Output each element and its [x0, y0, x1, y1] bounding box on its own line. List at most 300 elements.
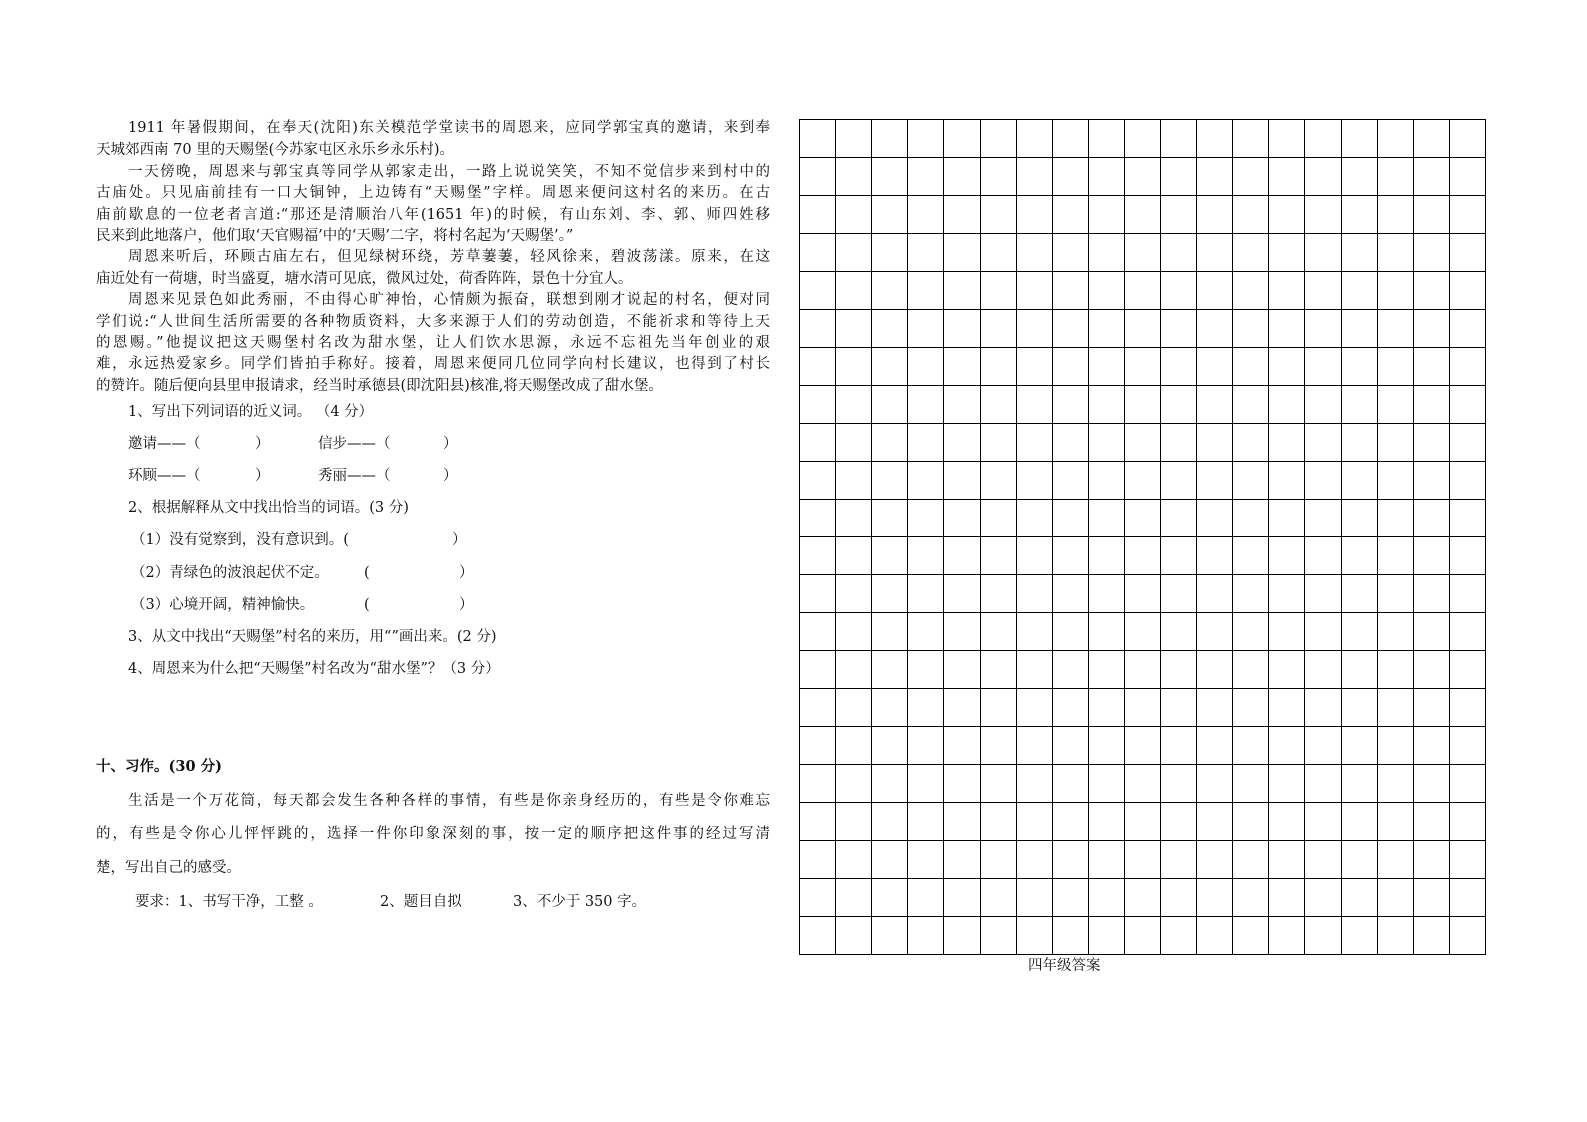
- grid-cell: [908, 537, 944, 575]
- grid-cell: [1233, 879, 1269, 917]
- grid-cell: [1089, 234, 1125, 272]
- grid-cell: [1378, 500, 1414, 538]
- grid-cell: [1233, 310, 1269, 348]
- grid-cell: [1197, 537, 1233, 575]
- grid-cell: [1197, 386, 1233, 424]
- grid-cell: [1053, 272, 1089, 310]
- grid-cell: [981, 424, 1017, 462]
- grid-cell: [1017, 537, 1053, 575]
- grid-cell: [1053, 613, 1089, 651]
- grid-cell: [981, 386, 1017, 424]
- grid-cell: [1161, 196, 1197, 234]
- grid-cell: [1053, 917, 1089, 955]
- grid-cell: [1305, 689, 1341, 727]
- grid-cell: [1017, 689, 1053, 727]
- grid-cell: [1053, 537, 1089, 575]
- grid-cell: [981, 917, 1017, 955]
- grid-cell: [836, 120, 872, 158]
- grid-cell: [1125, 765, 1161, 803]
- grid-cell: [1414, 424, 1450, 462]
- grid-cell: [1053, 879, 1089, 917]
- grid-cell: [1089, 841, 1125, 879]
- grid-cell: [1233, 803, 1269, 841]
- grid-cell: [908, 727, 944, 765]
- grid-cell: [1233, 348, 1269, 386]
- grid-cell: [1269, 727, 1305, 765]
- grid-cell: [1017, 613, 1053, 651]
- grid-cell: [1053, 348, 1089, 386]
- passage-line: 学们说:“人世间生活所需要的各种物质资料，大多来源于人们的劳动创造，不能祈求和等待上天: [96, 314, 770, 330]
- grid-cell: [1089, 917, 1125, 955]
- grid-cell: [1378, 310, 1414, 348]
- grid-cell: [1305, 727, 1341, 765]
- grid-cell: [1269, 196, 1305, 234]
- grid-cell: [908, 234, 944, 272]
- grid-cell: [800, 841, 836, 879]
- definition-item: （1）没有觉察到，没有意识到。(: [131, 532, 349, 548]
- grid-cell: [872, 689, 908, 727]
- grid-cell: [1017, 196, 1053, 234]
- grid-cell: [1161, 348, 1197, 386]
- grid-cell: [981, 310, 1017, 348]
- grid-cell: [1089, 158, 1125, 196]
- grid-cell: [944, 879, 980, 917]
- grid-cell: [1125, 803, 1161, 841]
- grid-cell: [1233, 727, 1269, 765]
- grid-cell: [1269, 803, 1305, 841]
- grid-cell: [1414, 386, 1450, 424]
- grid-cell: [836, 765, 872, 803]
- grid-cell: [1342, 727, 1378, 765]
- grid-cell: [1269, 651, 1305, 689]
- grid-cell: [1450, 196, 1486, 234]
- grid-cell: [908, 120, 944, 158]
- grid-cell: [1269, 500, 1305, 538]
- grid-cell: [1053, 424, 1089, 462]
- grid-cell: [872, 272, 908, 310]
- grid-cell: [981, 765, 1017, 803]
- grid-cell: [944, 424, 980, 462]
- grid-cell: [1197, 689, 1233, 727]
- grid-cell: [981, 803, 1017, 841]
- grid-cell: [800, 727, 836, 765]
- grid-cell: [800, 196, 836, 234]
- grid-cell: [872, 879, 908, 917]
- writing-grid: [799, 119, 1486, 955]
- passage-line: 一天傍晚，周恩来与郭宝真等同学从郭家走出，一路上说说笑笑，不知不觉信步来到村中的: [128, 164, 770, 180]
- passage-line: 周恩来见景色如此秀丽，不由得心旷神怡，心情颇为振奋，联想到刚才说起的村名，便对同: [128, 292, 770, 308]
- close-paren: ）: [443, 436, 458, 452]
- grid-cell: [1233, 689, 1269, 727]
- grid-cell: [1269, 424, 1305, 462]
- grid-cell: [1414, 310, 1450, 348]
- grid-cell: [1125, 727, 1161, 765]
- grid-cell: [800, 120, 836, 158]
- close-paren: ）: [459, 597, 474, 613]
- grid-cell: [1161, 689, 1197, 727]
- synonym-item: 信步——（: [318, 436, 391, 452]
- grid-cell: [1125, 841, 1161, 879]
- grid-cell: [1089, 196, 1125, 234]
- grid-cell: [1197, 841, 1233, 879]
- grid-cell: [1450, 651, 1486, 689]
- grid-cell: [1269, 234, 1305, 272]
- synonym-item: 邀请——（: [128, 436, 201, 452]
- grid-cell: [1414, 158, 1450, 196]
- grid-cell: [1305, 272, 1341, 310]
- grid-cell: [1161, 765, 1197, 803]
- grid-cell: [836, 234, 872, 272]
- grid-cell: [1089, 613, 1125, 651]
- grid-cell: [1017, 917, 1053, 955]
- grid-cell: [836, 348, 872, 386]
- grid-cell: [908, 500, 944, 538]
- grid-cell: [944, 272, 980, 310]
- grid-cell: [1342, 613, 1378, 651]
- open-paren: (: [364, 597, 370, 613]
- grid-cell: [1089, 689, 1125, 727]
- grid-cell: [1053, 727, 1089, 765]
- grid-cell: [1161, 879, 1197, 917]
- passage-line: 庙前歇息的一位老者言道:“那还是清顺治八年(1651 年)的时候，有山东刘、李、郭、师四姓移: [96, 207, 770, 223]
- grid-cell: [944, 120, 980, 158]
- grid-cell: [872, 651, 908, 689]
- grid-cell: [1089, 500, 1125, 538]
- grid-cell: [1342, 158, 1378, 196]
- grid-cell: [944, 158, 980, 196]
- grid-cell: [800, 500, 836, 538]
- grid-cell: [1017, 803, 1053, 841]
- grid-cell: [1089, 348, 1125, 386]
- grid-cell: [1305, 575, 1341, 613]
- grid-cell: [800, 234, 836, 272]
- grid-cell: [836, 879, 872, 917]
- grid-cell: [1414, 575, 1450, 613]
- grid-cell: [1053, 120, 1089, 158]
- grid-cell: [944, 841, 980, 879]
- grid-cell: [1378, 537, 1414, 575]
- grid-cell: [1342, 651, 1378, 689]
- grid-cell: [1305, 234, 1341, 272]
- grid-cell: [1017, 424, 1053, 462]
- footer-label: 四年级答案: [1028, 958, 1101, 974]
- grid-cell: [1053, 500, 1089, 538]
- grid-cell: [1017, 879, 1053, 917]
- grid-cell: [1305, 120, 1341, 158]
- grid-cell: [1414, 120, 1450, 158]
- definition-item: （3）心境开阔，精神愉快。: [131, 597, 315, 613]
- grid-cell: [1450, 575, 1486, 613]
- grid-cell: [981, 272, 1017, 310]
- grid-cell: [800, 386, 836, 424]
- grid-cell: [981, 879, 1017, 917]
- grid-cell: [1197, 272, 1233, 310]
- grid-cell: [1450, 120, 1486, 158]
- grid-cell: [1089, 537, 1125, 575]
- grid-cell: [800, 879, 836, 917]
- grid-cell: [1053, 158, 1089, 196]
- grid-cell: [1125, 462, 1161, 500]
- grid-cell: [1342, 765, 1378, 803]
- grid-cell: [1342, 879, 1378, 917]
- close-paren: ）: [443, 468, 458, 484]
- grid-cell: [981, 651, 1017, 689]
- grid-cell: [1342, 310, 1378, 348]
- grid-cell: [1233, 765, 1269, 803]
- prompt-line: 的，有些是令你心儿怦怦跳的，选择一件你印象深刻的事，按一定的顺序把这件事的经过写清: [96, 826, 770, 842]
- grid-cell: [836, 689, 872, 727]
- grid-cell: [1197, 765, 1233, 803]
- grid-cell: [1378, 879, 1414, 917]
- close-paren: ）: [255, 436, 270, 452]
- grid-cell: [1378, 424, 1414, 462]
- prompt-line: 楚，写出自己的感受。: [96, 860, 241, 876]
- grid-cell: [1269, 917, 1305, 955]
- grid-cell: [1233, 500, 1269, 538]
- grid-cell: [872, 500, 908, 538]
- grid-cell: [872, 424, 908, 462]
- grid-cell: [908, 841, 944, 879]
- grid-cell: [908, 689, 944, 727]
- grid-cell: [944, 803, 980, 841]
- grid-cell: [1269, 765, 1305, 803]
- grid-cell: [908, 386, 944, 424]
- grid-cell: [1053, 234, 1089, 272]
- grid-cell: [1378, 613, 1414, 651]
- grid-cell: [908, 917, 944, 955]
- question-3: 3、从文中找出“天赐堡”村名的来历，用“”画出来。(2 分): [128, 629, 497, 645]
- grid-cell: [1125, 537, 1161, 575]
- grid-cell: [836, 462, 872, 500]
- grid-cell: [1017, 841, 1053, 879]
- grid-cell: [981, 120, 1017, 158]
- passage-line: 的恩赐。”他提议把这天赐堡村名改为甜水堡，让人们饮水思源，永远不忘祖先当年创业的艰: [96, 335, 770, 351]
- grid-cell: [872, 613, 908, 651]
- grid-cell: [981, 613, 1017, 651]
- grid-cell: [1125, 689, 1161, 727]
- grid-cell: [836, 196, 872, 234]
- grid-cell: [1269, 348, 1305, 386]
- grid-cell: [1378, 386, 1414, 424]
- grid-cell: [944, 575, 980, 613]
- grid-cell: [1378, 917, 1414, 955]
- grid-cell: [908, 310, 944, 348]
- grid-cell: [1342, 348, 1378, 386]
- grid-cell: [1197, 120, 1233, 158]
- grid-cell: [944, 537, 980, 575]
- grid-cell: [1305, 424, 1341, 462]
- grid-cell: [836, 500, 872, 538]
- grid-cell: [1125, 158, 1161, 196]
- grid-cell: [1017, 120, 1053, 158]
- grid-cell: [1233, 158, 1269, 196]
- grid-cell: [944, 651, 980, 689]
- grid-cell: [1233, 386, 1269, 424]
- grid-cell: [1305, 841, 1341, 879]
- grid-cell: [836, 272, 872, 310]
- grid-cell: [1342, 689, 1378, 727]
- grid-cell: [1414, 537, 1450, 575]
- grid-cell: [1161, 234, 1197, 272]
- grid-cell: [1450, 500, 1486, 538]
- grid-cell: [908, 196, 944, 234]
- grid-cell: [1342, 917, 1378, 955]
- grid-cell: [1053, 765, 1089, 803]
- grid-cell: [872, 537, 908, 575]
- grid-cell: [1233, 424, 1269, 462]
- grid-cell: [1269, 613, 1305, 651]
- grid-cell: [1233, 575, 1269, 613]
- grid-cell: [800, 689, 836, 727]
- grid-cell: [1053, 386, 1089, 424]
- grid-cell: [872, 917, 908, 955]
- requirement-2: 2、题目自拟: [380, 894, 462, 910]
- grid-cell: [1233, 917, 1269, 955]
- grid-cell: [1305, 462, 1341, 500]
- grid-cell: [1197, 917, 1233, 955]
- grid-cell: [981, 575, 1017, 613]
- grid-cell: [1053, 841, 1089, 879]
- grid-cell: [1053, 575, 1089, 613]
- grid-cell: [908, 613, 944, 651]
- grid-cell: [1089, 727, 1125, 765]
- grid-cell: [1269, 462, 1305, 500]
- grid-cell: [1089, 651, 1125, 689]
- grid-cell: [1017, 765, 1053, 803]
- grid-cell: [1269, 689, 1305, 727]
- grid-cell: [1414, 651, 1450, 689]
- grid-cell: [1269, 537, 1305, 575]
- grid-cell: [1125, 500, 1161, 538]
- grid-cell: [872, 765, 908, 803]
- grid-cell: [981, 462, 1017, 500]
- grid-cell: [981, 841, 1017, 879]
- grid-cell: [1017, 310, 1053, 348]
- grid-cell: [1414, 234, 1450, 272]
- grid-cell: [1342, 120, 1378, 158]
- grid-cell: [1378, 462, 1414, 500]
- grid-cell: [1378, 727, 1414, 765]
- grid-cell: [1414, 917, 1450, 955]
- grid-cell: [1269, 386, 1305, 424]
- grid-cell: [1305, 537, 1341, 575]
- grid-cell: [1342, 537, 1378, 575]
- grid-cell: [1233, 234, 1269, 272]
- grid-cell: [1161, 310, 1197, 348]
- grid-cell: [872, 196, 908, 234]
- grid-cell: [1125, 651, 1161, 689]
- grid-cell: [1414, 462, 1450, 500]
- grid-cell: [1197, 500, 1233, 538]
- grid-cell: [1450, 765, 1486, 803]
- grid-cell: [1017, 158, 1053, 196]
- passage-line: 庙近处有一荷塘，时当盛夏，塘水清可见底，微风过处，荷香阵阵，景色十分宜人。: [96, 271, 633, 287]
- passage-line: 天城郊西南 70 里的天赐堡(今苏家屯区永乐乡永乐村)。: [96, 142, 454, 158]
- grid-cell: [1305, 386, 1341, 424]
- grid-cell: [800, 917, 836, 955]
- grid-cell: [981, 234, 1017, 272]
- grid-cell: [1450, 348, 1486, 386]
- grid-cell: [981, 500, 1017, 538]
- grid-cell: [1161, 120, 1197, 158]
- grid-cell: [1197, 803, 1233, 841]
- grid-cell: [1450, 803, 1486, 841]
- grid-cell: [1197, 613, 1233, 651]
- grid-cell: [1378, 651, 1414, 689]
- grid-cell: [1414, 689, 1450, 727]
- grid-cell: [1305, 917, 1341, 955]
- grid-cell: [1378, 575, 1414, 613]
- grid-cell: [1089, 803, 1125, 841]
- grid-cell: [1305, 765, 1341, 803]
- grid-cell: [836, 841, 872, 879]
- grid-cell: [1414, 803, 1450, 841]
- grid-cell: [1378, 158, 1414, 196]
- grid-cell: [1161, 841, 1197, 879]
- grid-cell: [908, 879, 944, 917]
- grid-cell: [1125, 424, 1161, 462]
- grid-cell: [1017, 462, 1053, 500]
- grid-cell: [1197, 234, 1233, 272]
- grid-cell: [981, 727, 1017, 765]
- grid-cell: [800, 348, 836, 386]
- grid-cell: [981, 158, 1017, 196]
- grid-cell: [1269, 310, 1305, 348]
- grid-cell: [1342, 841, 1378, 879]
- grid-cell: [1233, 120, 1269, 158]
- close-paren: ）: [452, 532, 467, 548]
- grid-cell: [1089, 879, 1125, 917]
- grid-cell: [1125, 310, 1161, 348]
- grid-cell: [872, 727, 908, 765]
- grid-cell: [908, 158, 944, 196]
- grid-cell: [836, 310, 872, 348]
- grid-cell: [800, 272, 836, 310]
- grid-cell: [872, 575, 908, 613]
- grid-cell: [1161, 651, 1197, 689]
- question-1: 1、写出下列词语的近义词。 （4 分）: [128, 404, 374, 420]
- grid-cell: [1342, 234, 1378, 272]
- grid-cell: [1161, 575, 1197, 613]
- grid-cell: [1378, 841, 1414, 879]
- grid-cell: [1053, 803, 1089, 841]
- grid-cell: [908, 575, 944, 613]
- grid-cell: [1342, 386, 1378, 424]
- grid-cell: [1053, 196, 1089, 234]
- question-2: 2、根据解释从文中找出恰当的词语。(3 分): [128, 500, 409, 516]
- grid-cell: [1161, 158, 1197, 196]
- grid-cell: [800, 462, 836, 500]
- grid-cell: [1089, 272, 1125, 310]
- grid-cell: [1414, 841, 1450, 879]
- grid-cell: [944, 348, 980, 386]
- grid-cell: [1378, 765, 1414, 803]
- grid-cell: [981, 537, 1017, 575]
- grid-cell: [1197, 310, 1233, 348]
- grid-cell: [836, 651, 872, 689]
- grid-cell: [1450, 272, 1486, 310]
- grid-cell: [1233, 272, 1269, 310]
- grid-cell: [800, 537, 836, 575]
- grid-cell: [1017, 575, 1053, 613]
- grid-cell: [1197, 462, 1233, 500]
- grid-cell: [944, 196, 980, 234]
- grid-cell: [1089, 386, 1125, 424]
- grid-cell: [1378, 234, 1414, 272]
- grid-cell: [1269, 841, 1305, 879]
- grid-cell: [1450, 310, 1486, 348]
- grid-cell: [1089, 575, 1125, 613]
